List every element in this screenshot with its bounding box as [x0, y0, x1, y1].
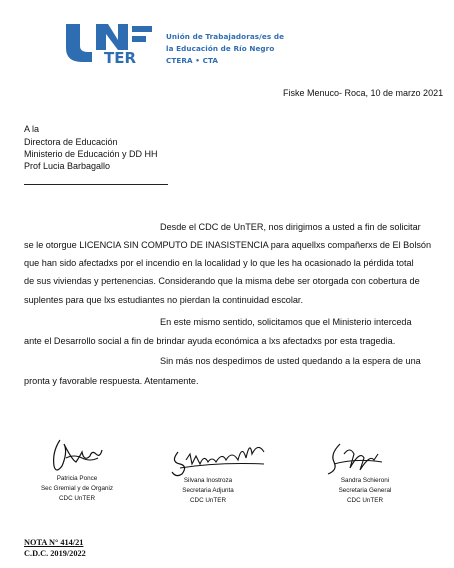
org-affiliation: CTERA • CTA	[166, 56, 219, 65]
signatory-name: Sandra Schieroni	[340, 477, 390, 484]
signatory-name: Patricia Ponce	[56, 475, 98, 482]
note-number: NOTA N° 414/21	[24, 538, 84, 547]
signature-schieroni	[320, 440, 384, 476]
body-line: suplentes para que lxs estudiantes no pierdan la continuidad escolar.	[24, 295, 304, 305]
unter-logo	[62, 20, 158, 66]
svg-text:TER: TER	[104, 49, 137, 66]
body-line: de sus viviendas y pertenencias. Considerando que la misma debe ser otorgada con cobertura de	[24, 276, 420, 286]
body-line: ante el Desarrollo social a fin de brindar ayuda económica a lxs afectadxs por esta tragedia.	[24, 336, 396, 346]
body-line: pronta y favorable respuesta. Atentamente.	[24, 376, 199, 386]
signatory-org: CDC UnTER	[58, 495, 96, 502]
org-name-line2: la Educación de Río Negro	[166, 44, 275, 53]
addressee-line: Prof Lucia Barbagallo	[24, 161, 111, 171]
note-period: C.D.C. 2019/2022	[24, 549, 86, 558]
signatory-role: Sec Gremial y de Organiz	[40, 485, 114, 492]
body-line: Sin más nos despedimos de usted quedando a la espera de una	[160, 356, 421, 366]
signatory-org: CDC UnTER	[189, 497, 227, 504]
signature-inostroza	[168, 434, 272, 478]
signatory-org: CDC UnTER	[346, 497, 384, 504]
date-line: Fiske Menuco- Roca, 10 de marzo 2021	[283, 88, 444, 98]
body-line: que han sido afectadxs por el incendio en la localidad y lo que les ha ocasionado la pérdida total	[24, 258, 414, 268]
signature-ponce	[46, 432, 106, 476]
addressee-line: Directora de Educación	[24, 137, 118, 147]
org-name-line1: Unión de Trabajadoras/es de	[166, 32, 285, 41]
signatory-role: Secretaria General	[338, 487, 392, 494]
signatory-name: Silvana Inostroza	[183, 477, 233, 484]
divider-line	[24, 184, 168, 185]
addressee-line: Ministerio de Educación y DD HH	[24, 149, 158, 159]
body-line: Desde el CDC de UnTER, nos dirigimos a usted a fin de solicitar	[160, 222, 421, 232]
body-line: se le otorgue LICENCIA SIN COMPUTO DE INASISTENCIA para aquellxs compañerxs de El Bolsón	[24, 240, 432, 250]
signatory-role: Secretaria Adjunta	[182, 487, 234, 494]
body-line: En este mismo sentido, solicitamos que el Ministerio interceda	[160, 317, 412, 327]
addressee-line: A la	[24, 124, 40, 134]
